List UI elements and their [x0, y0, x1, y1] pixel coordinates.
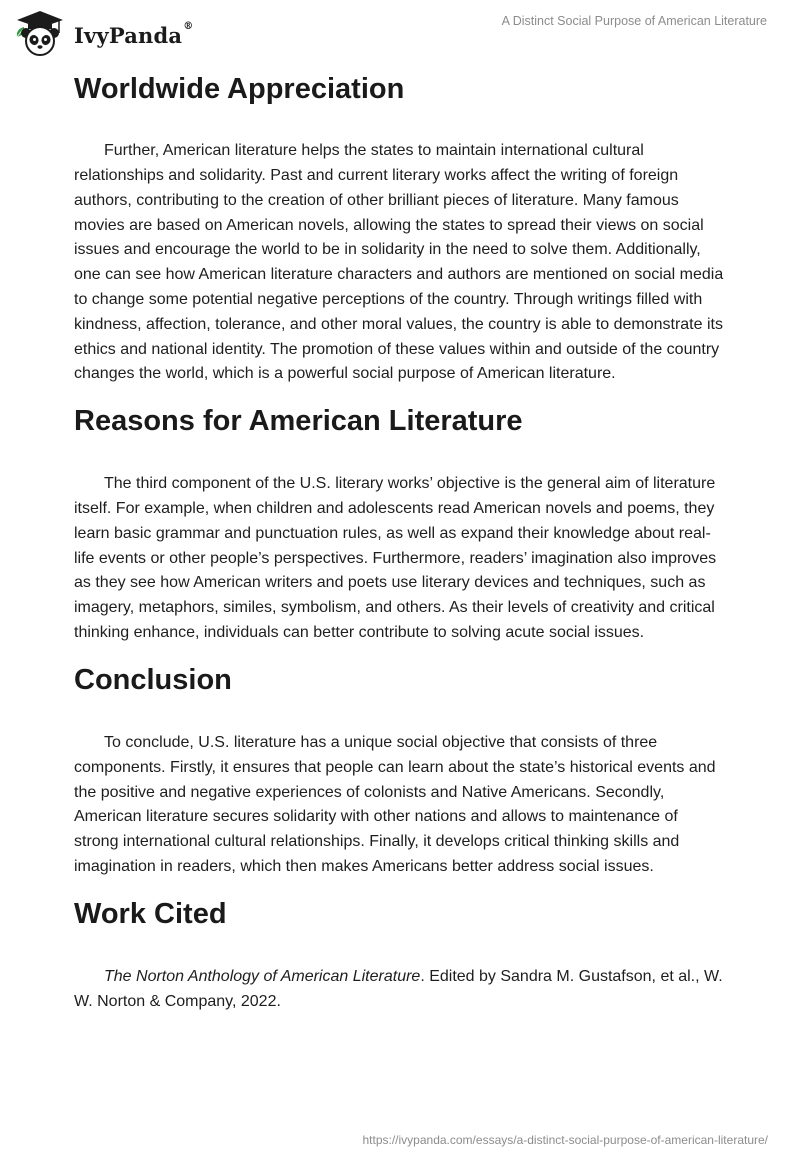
- citation-details: . Edited by Sandra M. Gustafson, et al., W. W. Norton & Company, 2022.: [74, 967, 723, 1010]
- page-header: [0, 0, 800, 64]
- essay-content: [74, 70, 724, 1014]
- source-url[interactable]: https://ivypanda.com/essays/a-distinct-social-purpose-of-american-literature/: [362, 1133, 768, 1147]
- document-title: A Distinct Social Purpose of American Literature: [501, 14, 767, 28]
- citation-title: The Norton Anthology of American Literature: [104, 967, 421, 985]
- citation-entry: [74, 965, 724, 1015]
- section-paragraph-conclusion: To conclude, U.S. literature has a unique social objective that consists of three components. Firstly, it ensures that people can learn about the state’s historical events and the positive and negative experiences of colonists and Native Americans. Secondly, American literature secures solidarity with other nations and allows to maintenance of strong international cultural relationships. Finally, it develops critical thinking skills and imagination in readers, which then makes Americans better address social issues.: [74, 733, 716, 875]
- section-heading-conclusion: Conclusion: [74, 663, 232, 696]
- section-heading-work-cited: Work Cited: [74, 897, 227, 930]
- section-heading-worldwide-appreciation: Worldwide Appreciation: [74, 73, 405, 105]
- brand-name: IvyPanda®: [74, 20, 194, 48]
- section-paragraph-reasons: The third component of the U.S. literary works’ objective is the general aim of literature itself. For example, when children and adolescents read American novels and poems, they learn basic grammar and punctuation rules, as well as expand their knowledge about real-life events or other people’s perspectives. Furthermore, readers’ imagination also improves as they see how American writers and poets use literary devices and techniques, such as imagery, metaphors, similes, symbolism, and others. As their levels of creativity and critical thinking enhance, individuals can better contribute to solving acute social issues.: [74, 475, 717, 642]
- brand-logo[interactable]: [14, 9, 193, 57]
- section-heading-reasons: Reasons for American Literature: [74, 405, 523, 438]
- panda-logo-icon: [14, 9, 66, 57]
- section-paragraph-worldwide-appreciation: Further, American literature helps the states to maintain international cultural relationships and solidarity. Past and current literary works affect the writing of foreign authors, contributing to the creation of other brilliant pieces of literature. Many famous movies are based on American novels, allowing the states to spread their views on social issues and encourage the world to be in solidarity in the need to solve them. Additionally, one can see how American literature characters and authors are mentioned on social media to change some potential negative perceptions of the country. Through writings filled with kindness, affection, tolerance, and other moral values, the country is able to demonstrate its ethics and national identity. The promotion of these values within and outside of the country changes the world, which is a powerful social purpose of American literature.: [74, 142, 724, 383]
